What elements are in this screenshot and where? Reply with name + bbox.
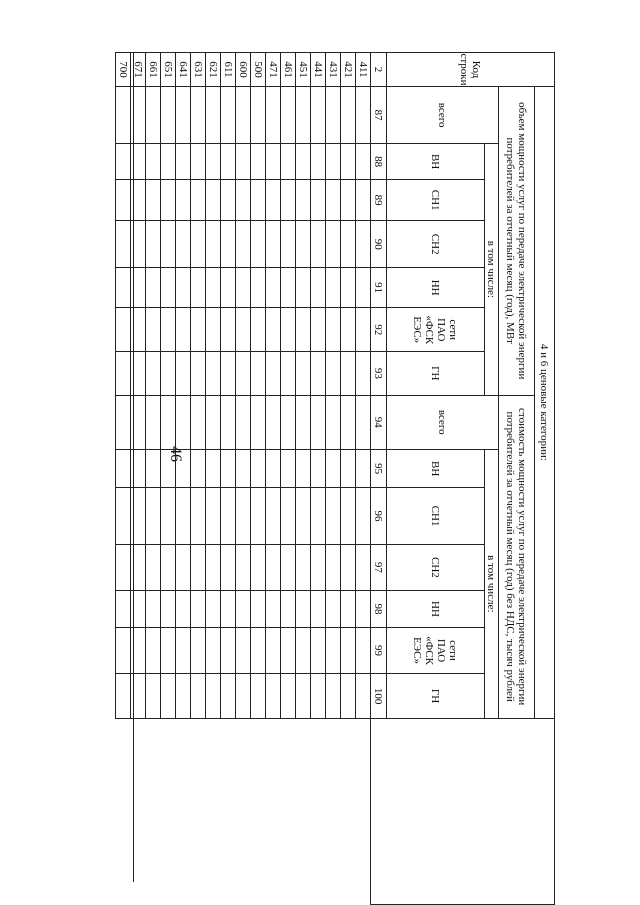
column-number: 91 xyxy=(371,267,387,308)
data-cell xyxy=(206,544,221,590)
data-cell xyxy=(326,221,341,267)
data-cell xyxy=(266,267,281,308)
data-cell xyxy=(206,308,221,352)
data-cell xyxy=(251,308,266,352)
data-cell xyxy=(116,627,131,674)
data-cell xyxy=(206,674,221,718)
data-cell xyxy=(251,267,266,308)
data-cell xyxy=(311,221,326,267)
data-cell xyxy=(326,627,341,674)
data-cell xyxy=(206,86,221,143)
data-cell xyxy=(341,488,356,544)
data-cell xyxy=(251,395,266,449)
data-cell xyxy=(296,352,311,395)
data-cell xyxy=(176,86,191,143)
data-cell xyxy=(146,395,161,449)
data-cell xyxy=(206,591,221,628)
column-number: 94 xyxy=(371,395,387,449)
data-cell xyxy=(326,267,341,308)
data-cell xyxy=(206,627,221,674)
data-cell xyxy=(176,352,191,395)
data-cell xyxy=(341,352,356,395)
data-cell xyxy=(356,352,371,395)
row-code: 611 xyxy=(221,53,236,87)
row-code: 651 xyxy=(161,53,176,87)
data-cell xyxy=(236,308,251,352)
data-rows xyxy=(116,53,371,905)
data-cell xyxy=(116,449,131,488)
data-cell xyxy=(311,352,326,395)
data-cell xyxy=(191,352,206,395)
data-cell xyxy=(236,221,251,267)
data-cell xyxy=(356,627,371,674)
data-cell xyxy=(296,627,311,674)
data-cell xyxy=(266,627,281,674)
data-cell xyxy=(326,179,341,221)
data-cell xyxy=(296,488,311,544)
data-cell xyxy=(296,395,311,449)
data-cell xyxy=(191,221,206,267)
data-cell xyxy=(281,674,296,718)
data-cell xyxy=(161,308,176,352)
data-cell xyxy=(146,86,161,143)
data-cell xyxy=(356,179,371,221)
data-cell xyxy=(146,267,161,308)
row-code: 451 xyxy=(296,53,311,87)
data-cell xyxy=(146,179,161,221)
data-cell xyxy=(311,86,326,143)
data-cell xyxy=(281,352,296,395)
data-cell xyxy=(116,308,131,352)
data-cell xyxy=(311,267,326,308)
data-cell xyxy=(356,449,371,488)
data-cell xyxy=(161,627,176,674)
data-cell xyxy=(176,221,191,267)
row-code: 431 xyxy=(326,53,341,87)
data-cell xyxy=(341,308,356,352)
cost-total-header: всего xyxy=(387,395,499,449)
data-cell xyxy=(281,179,296,221)
data-cell xyxy=(281,591,296,628)
data-cell xyxy=(356,395,371,449)
data-cell xyxy=(281,221,296,267)
table-row xyxy=(326,53,341,905)
data-cell xyxy=(326,674,341,718)
data-cell xyxy=(161,267,176,308)
data-cell xyxy=(266,674,281,718)
data-cell xyxy=(116,86,131,143)
cost-fsk-header: сети ПАО «ФСК ЕЭС» xyxy=(387,627,485,674)
column-number: 90 xyxy=(371,221,387,267)
data-cell xyxy=(251,627,266,674)
data-cell xyxy=(116,144,131,180)
category-header: 4 и 6 ценовые категории: xyxy=(535,86,555,718)
data-cell xyxy=(116,352,131,395)
volume-header: объем мощности услуг по передаче электрической энергии потребителей за отчетный месяц (год), МВт xyxy=(499,86,535,395)
data-cell xyxy=(326,395,341,449)
row-code: 500 xyxy=(251,53,266,87)
column-number: 98 xyxy=(371,591,387,628)
data-cell xyxy=(146,352,161,395)
data-cell xyxy=(311,144,326,180)
data-cell xyxy=(296,591,311,628)
data-cell xyxy=(176,179,191,221)
data-cell xyxy=(341,395,356,449)
data-cell xyxy=(191,308,206,352)
report-table xyxy=(115,52,555,905)
data-cell xyxy=(311,591,326,628)
column-number: 88 xyxy=(371,144,387,180)
table-row xyxy=(341,53,356,905)
volume-sn1-header: СН1 xyxy=(387,179,485,221)
data-cell xyxy=(221,308,236,352)
data-cell xyxy=(221,449,236,488)
data-cell xyxy=(191,449,206,488)
data-cell xyxy=(116,591,131,628)
data-cell xyxy=(296,449,311,488)
data-cell xyxy=(221,627,236,674)
data-cell xyxy=(251,544,266,590)
data-cell xyxy=(326,352,341,395)
row-code: 641 xyxy=(176,53,191,87)
data-cell xyxy=(116,674,131,718)
cost-including-header: в том числе: xyxy=(485,449,499,718)
data-cell xyxy=(116,544,131,590)
data-cell xyxy=(191,591,206,628)
data-cell xyxy=(236,267,251,308)
data-cell xyxy=(356,144,371,180)
table-row xyxy=(116,53,131,905)
volume-sn2-header: СН2 xyxy=(387,221,485,267)
column-number: 92 xyxy=(371,308,387,352)
data-cell xyxy=(281,395,296,449)
data-cell xyxy=(206,144,221,180)
data-cell xyxy=(296,544,311,590)
row-code: 600 xyxy=(236,53,251,87)
volume-total-header: всего xyxy=(387,86,499,143)
table-row xyxy=(251,53,266,905)
row-code: 421 xyxy=(341,53,356,87)
table-row xyxy=(311,53,326,905)
cost-nn-header: НН xyxy=(387,591,485,628)
data-cell xyxy=(236,86,251,143)
data-cell xyxy=(296,221,311,267)
data-cell xyxy=(191,674,206,718)
column-number: 95 xyxy=(371,449,387,488)
table-row xyxy=(296,53,311,905)
data-cell xyxy=(146,144,161,180)
data-cell xyxy=(296,308,311,352)
data-cell xyxy=(266,144,281,180)
volume-gn-header: ГН xyxy=(387,352,485,395)
data-cell xyxy=(116,488,131,544)
data-cell xyxy=(251,591,266,628)
data-cell xyxy=(296,674,311,718)
data-cell xyxy=(326,488,341,544)
data-cell xyxy=(251,221,266,267)
row-code: 700 xyxy=(116,53,131,87)
data-cell xyxy=(221,267,236,308)
volume-nn-header: НН xyxy=(387,267,485,308)
data-cell xyxy=(266,221,281,267)
data-cell xyxy=(236,591,251,628)
row-code: 621 xyxy=(206,53,221,87)
data-cell xyxy=(116,221,131,267)
data-cell xyxy=(236,627,251,674)
data-cell xyxy=(311,674,326,718)
data-cell xyxy=(206,352,221,395)
cost-vn-header: ВН xyxy=(387,449,485,488)
data-cell xyxy=(341,86,356,143)
data-cell xyxy=(251,449,266,488)
data-cell xyxy=(251,488,266,544)
data-cell xyxy=(176,395,191,449)
data-cell xyxy=(161,544,176,590)
cost-gn-header: ГН xyxy=(387,674,485,718)
data-cell xyxy=(341,627,356,674)
volume-including-header: в том числе: xyxy=(485,144,499,395)
data-cell xyxy=(221,488,236,544)
data-cell xyxy=(341,221,356,267)
table-row xyxy=(146,53,161,905)
data-cell xyxy=(206,179,221,221)
table-row xyxy=(206,53,221,905)
data-cell xyxy=(266,86,281,143)
data-cell xyxy=(146,627,161,674)
data-cell xyxy=(236,352,251,395)
volume-vn-header: ВН xyxy=(387,144,485,180)
data-cell xyxy=(281,144,296,180)
data-cell xyxy=(236,395,251,449)
data-cell xyxy=(191,86,206,143)
data-cell xyxy=(176,449,191,488)
table-row xyxy=(356,53,371,905)
data-cell xyxy=(311,395,326,449)
table-row xyxy=(281,53,296,905)
data-cell xyxy=(251,179,266,221)
data-cell xyxy=(176,591,191,628)
data-cell xyxy=(221,395,236,449)
data-cell xyxy=(341,674,356,718)
data-cell xyxy=(311,544,326,590)
data-cell xyxy=(311,449,326,488)
data-cell xyxy=(356,267,371,308)
data-cell xyxy=(146,674,161,718)
data-cell xyxy=(296,179,311,221)
row-code: 471 xyxy=(266,53,281,87)
data-cell xyxy=(176,144,191,180)
data-cell xyxy=(161,352,176,395)
data-cell xyxy=(356,488,371,544)
data-cell xyxy=(356,591,371,628)
data-cell xyxy=(326,86,341,143)
table-row xyxy=(191,53,206,905)
data-cell xyxy=(266,179,281,221)
data-cell xyxy=(311,627,326,674)
data-cell xyxy=(281,86,296,143)
table-row xyxy=(266,53,281,905)
data-cell xyxy=(341,267,356,308)
table-row xyxy=(161,53,176,905)
volume-fsk-header: сети ПАО «ФСК ЕЭС» xyxy=(387,308,485,352)
row-code: 661 xyxy=(146,53,161,87)
data-cell xyxy=(281,627,296,674)
data-cell xyxy=(161,395,176,449)
data-cell xyxy=(191,267,206,308)
data-cell xyxy=(221,352,236,395)
column-number: 2 xyxy=(371,53,387,87)
data-cell xyxy=(161,674,176,718)
data-cell xyxy=(356,674,371,718)
cost-sn1-header: СН1 xyxy=(387,488,485,544)
data-cell xyxy=(251,352,266,395)
column-number: 89 xyxy=(371,179,387,221)
data-cell xyxy=(206,488,221,544)
data-cell xyxy=(266,488,281,544)
data-cell xyxy=(356,544,371,590)
data-cell xyxy=(161,144,176,180)
data-cell xyxy=(146,449,161,488)
data-cell xyxy=(281,449,296,488)
data-cell xyxy=(236,674,251,718)
data-cell xyxy=(326,449,341,488)
data-cell xyxy=(311,308,326,352)
row-code: 631 xyxy=(191,53,206,87)
data-cell xyxy=(176,674,191,718)
cost-header: стоимость мощности услуг по передаче электрической энергии потребителей за отчетный месяц (год) без НДС, тысяч рублей xyxy=(499,395,535,718)
bottom-rule xyxy=(133,52,134,882)
data-cell xyxy=(191,544,206,590)
table-row xyxy=(236,53,251,905)
data-cell xyxy=(326,591,341,628)
data-cell xyxy=(116,395,131,449)
data-cell xyxy=(191,179,206,221)
data-cell xyxy=(281,488,296,544)
row-code: 411 xyxy=(356,53,371,87)
data-cell xyxy=(161,449,176,488)
data-cell xyxy=(326,544,341,590)
data-cell xyxy=(146,221,161,267)
data-cell xyxy=(356,308,371,352)
row-code: 671 xyxy=(131,53,146,87)
column-number: 99 xyxy=(371,627,387,674)
data-cell xyxy=(146,488,161,544)
data-cell xyxy=(176,544,191,590)
data-cell xyxy=(161,221,176,267)
row-code: 441 xyxy=(311,53,326,87)
data-cell xyxy=(206,221,221,267)
table-row xyxy=(176,53,191,905)
data-cell xyxy=(281,308,296,352)
data-cell xyxy=(161,591,176,628)
data-cell xyxy=(296,267,311,308)
data-cell xyxy=(191,144,206,180)
data-cell xyxy=(221,544,236,590)
column-number: 96 xyxy=(371,488,387,544)
data-cell xyxy=(266,308,281,352)
data-cell xyxy=(236,449,251,488)
data-cell xyxy=(161,86,176,143)
data-cell xyxy=(206,449,221,488)
data-cell xyxy=(221,221,236,267)
data-cell xyxy=(221,591,236,628)
code-header: Код строки xyxy=(387,53,555,87)
data-cell xyxy=(251,144,266,180)
data-cell xyxy=(236,544,251,590)
data-cell xyxy=(236,144,251,180)
data-cell xyxy=(221,86,236,143)
data-cell xyxy=(116,267,131,308)
data-cell xyxy=(146,591,161,628)
data-cell xyxy=(311,488,326,544)
data-cell xyxy=(221,144,236,180)
data-cell xyxy=(266,352,281,395)
data-cell xyxy=(296,144,311,180)
data-cell xyxy=(221,179,236,221)
data-cell xyxy=(266,591,281,628)
data-cell xyxy=(341,544,356,590)
data-cell xyxy=(236,488,251,544)
data-cell xyxy=(266,395,281,449)
data-cell xyxy=(176,627,191,674)
data-cell xyxy=(281,267,296,308)
data-cell xyxy=(146,544,161,590)
data-cell xyxy=(176,308,191,352)
data-cell xyxy=(191,627,206,674)
data-cell xyxy=(326,144,341,180)
data-cell xyxy=(251,674,266,718)
data-cell xyxy=(116,179,131,221)
page-number: 46 xyxy=(167,446,184,462)
data-cell xyxy=(296,86,311,143)
data-cell xyxy=(281,544,296,590)
data-cell xyxy=(176,488,191,544)
row-code: 461 xyxy=(281,53,296,87)
data-cell xyxy=(326,308,341,352)
column-number: 100 xyxy=(371,674,387,718)
data-cell xyxy=(161,488,176,544)
data-cell xyxy=(251,86,266,143)
data-cell xyxy=(341,449,356,488)
data-cell xyxy=(236,179,251,221)
data-cell xyxy=(341,591,356,628)
data-cell xyxy=(266,449,281,488)
data-cell xyxy=(356,86,371,143)
column-number: 97 xyxy=(371,544,387,590)
column-number: 93 xyxy=(371,352,387,395)
data-cell xyxy=(341,144,356,180)
data-cell xyxy=(356,221,371,267)
data-cell xyxy=(311,179,326,221)
data-cell xyxy=(341,179,356,221)
data-cell xyxy=(221,674,236,718)
cost-sn2-header: СН2 xyxy=(387,544,485,590)
data-cell xyxy=(191,488,206,544)
data-cell xyxy=(191,395,206,449)
data-cell xyxy=(206,395,221,449)
data-cell xyxy=(206,267,221,308)
table-row xyxy=(221,53,236,905)
data-cell xyxy=(161,179,176,221)
data-cell xyxy=(146,308,161,352)
data-cell xyxy=(266,544,281,590)
column-number: 87 xyxy=(371,86,387,143)
data-cell xyxy=(176,267,191,308)
